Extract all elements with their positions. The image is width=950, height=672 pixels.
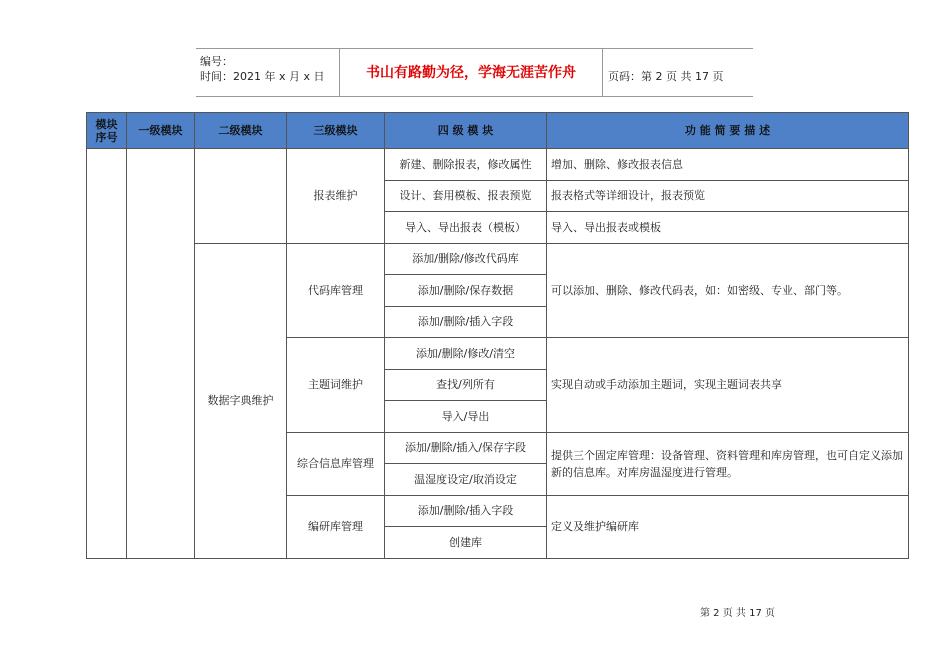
footer-page-number: 第 2 页 共 17 页 xyxy=(700,608,775,619)
description-code-lib: 可以添加、删除、修改代码表，如：如密级、专业、部门等。 xyxy=(547,243,909,338)
level4-cell: 添加/删除/插入字段 xyxy=(385,306,547,338)
col-header-description: 功 能 简 要 描 述 xyxy=(547,113,909,149)
level4-cell: 添加/删除/插入字段 xyxy=(385,495,547,527)
level3-code-lib: 代码库管理 xyxy=(287,243,385,338)
table-header-row xyxy=(87,113,909,149)
col-header-level1: 一级模块 xyxy=(127,113,195,149)
level4-cell: 设计、套用模板、报表预览 xyxy=(385,180,547,212)
level4-cell: 导入、导出报表（模板） xyxy=(385,212,547,244)
col-header-level3: 三级模块 xyxy=(287,113,385,149)
level4-cell: 温湿度设定/取消设定 xyxy=(385,464,547,496)
level1-cell xyxy=(127,149,195,559)
description-cell: 导入、导出报表或模板 xyxy=(547,212,909,244)
description-compile-lib: 定义及维护编研库 xyxy=(547,495,909,558)
module-no-cell xyxy=(87,149,127,559)
level4-cell: 创建库 xyxy=(385,527,547,559)
col-header-level2: 二级模块 xyxy=(195,113,287,149)
col-header-level4: 四 级 模 块 xyxy=(385,113,547,149)
description-cell: 增加、删除、修改报表信息 xyxy=(547,149,909,181)
level3-report-maint: 报表维护 xyxy=(287,149,385,244)
level3-keyword: 主题词维护 xyxy=(287,338,385,433)
level4-cell: 查找/列所有 xyxy=(385,369,547,401)
level4-cell: 新建、删除报表，修改属性 xyxy=(385,149,547,181)
level4-cell: 导入/导出 xyxy=(385,401,547,433)
module-table xyxy=(86,112,909,559)
level2-data-dict: 数据字典维护 xyxy=(195,243,287,558)
header-divider-right xyxy=(602,48,603,96)
table-row xyxy=(87,243,909,275)
level4-cell: 添加/删除/插入/保存字段 xyxy=(385,432,547,464)
table-row xyxy=(87,149,909,181)
level4-cell: 添加/删除/修改代码库 xyxy=(385,243,547,275)
col-header-module-no: 模块序号 xyxy=(87,113,127,149)
description-cell: 报表格式等详细设计，报表预览 xyxy=(547,180,909,212)
header-motto: 书山有路勤为径，学海无涯苦作舟 xyxy=(366,65,576,81)
header-bottom-rule xyxy=(196,96,753,97)
level2-cell-empty xyxy=(195,149,287,244)
header-time-label: 时间：2021 年 x 月 x 日 xyxy=(200,70,325,83)
level4-cell: 添加/删除/保存数据 xyxy=(385,275,547,307)
header-number-label: 编号： xyxy=(200,55,233,68)
level3-compile-lib: 编研库管理 xyxy=(287,495,385,558)
level3-info-lib: 综合信息库管理 xyxy=(287,432,385,495)
description-keyword: 实现自动或手动添加主题词，实现主题词表共享 xyxy=(547,338,909,433)
description-info-lib: 提供三个固定库管理：设备管理、资料管理和库房管理，也可自定义添加新的信息库。对库房温湿度进行管理。 xyxy=(547,432,909,495)
level4-cell: 添加/删除/修改/清空 xyxy=(385,338,547,370)
header-top-rule xyxy=(196,48,753,49)
header-page-label: 页码：第 2 页 共 17 页 xyxy=(608,70,724,83)
